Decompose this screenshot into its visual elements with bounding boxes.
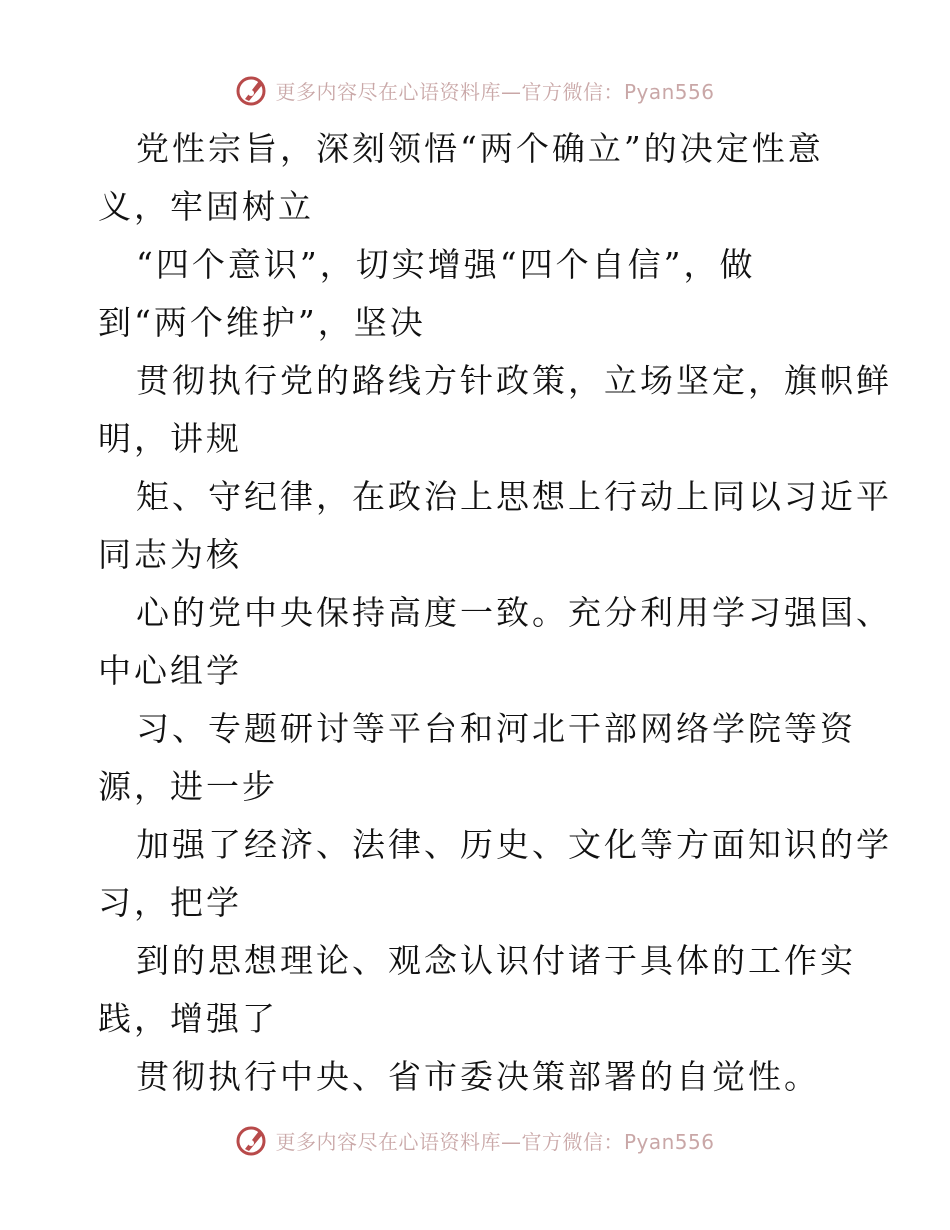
text-line: “四个意识”，切实增强“四个自信”，做 — [136, 245, 756, 284]
header-watermark-banner — [0, 70, 950, 110]
text-line: 党性宗旨，深刻领悟“两个确立”的决定性意 — [136, 129, 824, 168]
text-line: 贯彻执行中央、省市委决策部署的自觉性。 — [136, 1057, 820, 1096]
text-line: 义，牢固树立 — [98, 187, 314, 226]
text-line: 贯彻执行党的路线方针政策，立场坚定，旗帜鲜 — [136, 361, 892, 400]
text-line: 中心组学 — [98, 651, 242, 690]
banner-text: 更多内容尽在心语资料库—官方微信：Pyan556 — [275, 79, 715, 104]
text-line: 习、专题研讨等平台和河北干部网络学院等资 — [136, 709, 856, 748]
text-line: 源，进一步 — [98, 767, 278, 806]
text-line: 矩、守纪律，在政治上思想上行动上同以习近平 — [136, 477, 892, 516]
pen-nib-logo-icon — [235, 1123, 269, 1157]
text-line: 心的党中央保持高度一致。充分利用学习强国、 — [136, 593, 892, 632]
footer-watermark-banner — [0, 1120, 950, 1160]
document-body — [98, 120, 892, 1106]
pen-nib-logo-icon — [235, 73, 269, 107]
text-line: 明，讲规 — [98, 419, 242, 458]
text-line: 到的思想理论、观念认识付诸于具体的工作实 — [136, 941, 856, 980]
text-line: 到“两个维护”，坚决 — [98, 303, 426, 342]
banner-text: 更多内容尽在心语资料库—官方微信：Pyan556 — [275, 1129, 715, 1154]
text-line: 习，把学 — [98, 883, 242, 922]
text-line: 践，增强了 — [98, 999, 278, 1038]
text-line: 同志为核 — [98, 535, 242, 574]
text-line: 加强了经济、法律、历史、文化等方面知识的学 — [136, 825, 892, 864]
